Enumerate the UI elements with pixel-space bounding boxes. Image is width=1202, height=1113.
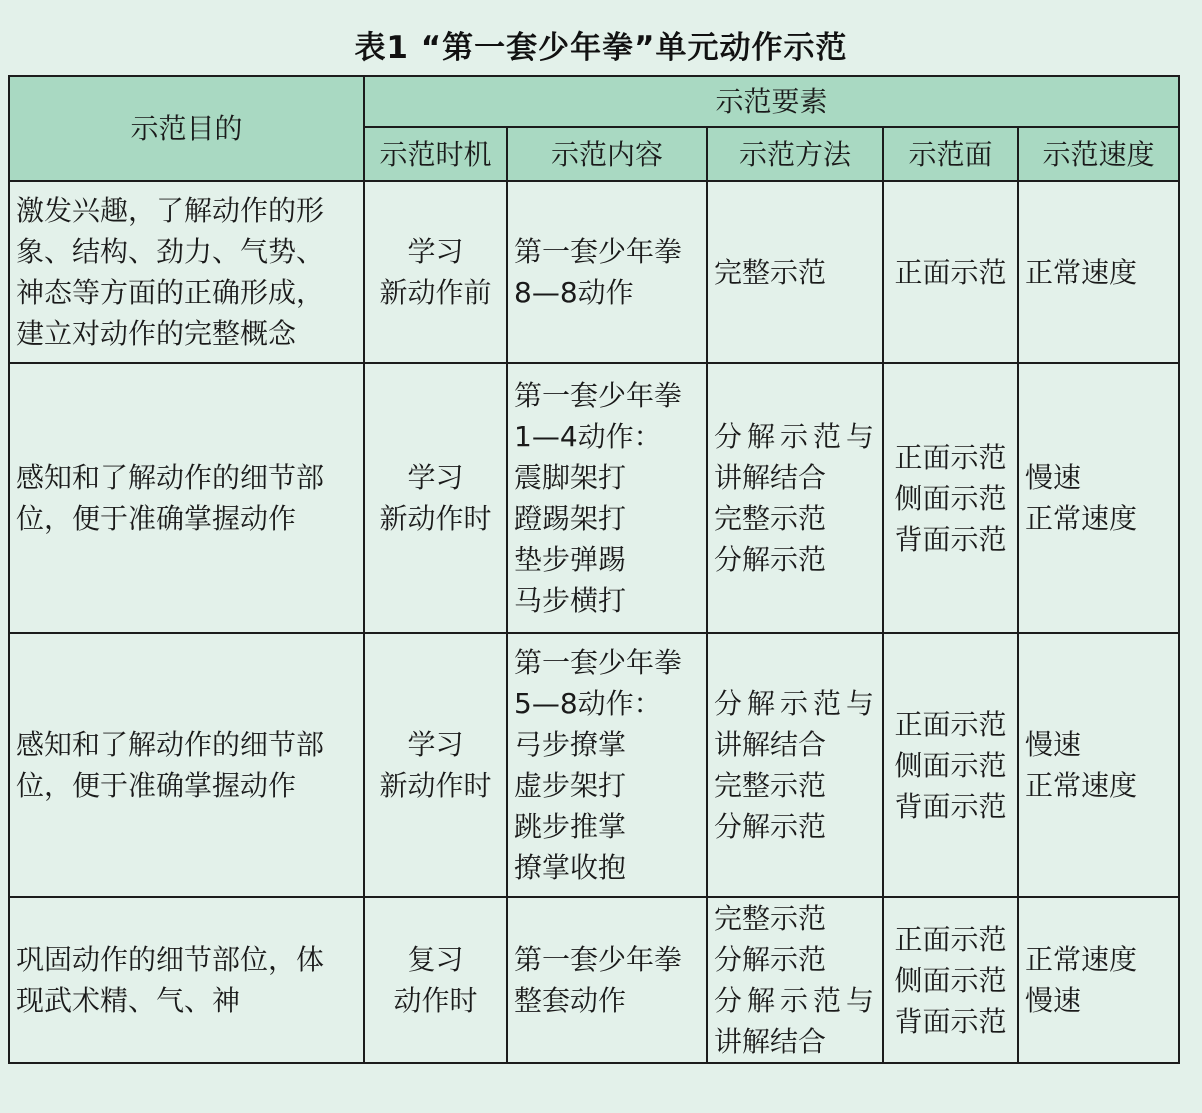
timing-line: 复习 [407, 943, 464, 976]
timing-line: 学习 [407, 728, 464, 761]
method-line: 分解示范 [714, 810, 827, 843]
method-line: 完整示范 [714, 502, 827, 535]
face-line: 正面示范 [894, 440, 1007, 474]
content-line: 蹬踢架打 [514, 502, 627, 535]
method-line: 讲解结合 [714, 461, 827, 494]
face-line: 正面示范 [894, 922, 1007, 956]
speed-line: 正常速度 [1025, 502, 1138, 535]
content-line: 第一套少年拳 [514, 379, 683, 412]
method-line: 完整示范 [714, 769, 827, 802]
table-row [9, 181, 1179, 363]
header-face: 示范面 [883, 127, 1018, 181]
face-line: 侧面示范 [894, 748, 1007, 782]
timing-cell [364, 363, 507, 633]
purpose-cell [9, 633, 364, 897]
table-row [9, 633, 1179, 897]
speed-line: 慢速 [1025, 461, 1082, 494]
content-cell [507, 363, 707, 633]
method-line: 分解示范与 [714, 687, 880, 720]
table-row [9, 897, 1179, 1063]
speed-line: 慢速 [1025, 728, 1082, 761]
purpose-line: 建立对动作的完整概念 [16, 317, 297, 350]
content-line: 8—8动作 [514, 276, 634, 309]
method-line: 讲解结合 [714, 728, 827, 761]
timing-line: 新动作时 [379, 502, 492, 535]
content-line: 5—8动作： [514, 687, 662, 720]
purpose-line: 激发兴趣，了解动作的形 [16, 194, 325, 227]
method-line: 讲解结合 [714, 1025, 827, 1058]
purpose-line: 象、结构、劲力、气势、 [16, 235, 325, 268]
face-line: 正面示范 [894, 255, 1007, 289]
content-cell [507, 633, 707, 897]
purpose-line: 现武术精、气、神 [16, 984, 241, 1017]
speed-line: 正常速度 [1025, 943, 1138, 976]
method-line: 分解示范 [714, 543, 827, 576]
timing-cell [364, 633, 507, 897]
face-cell [883, 633, 1018, 897]
speed-cell [1018, 897, 1179, 1063]
face-line: 背面示范 [894, 522, 1007, 556]
content-line: 第一套少年拳 [514, 235, 683, 268]
method-cell [707, 363, 883, 633]
header-elements: 示范要素 [364, 76, 1179, 127]
timing-line: 动作时 [393, 984, 478, 1017]
header-speed: 示范速度 [1018, 127, 1179, 181]
speed-line: 正常速度 [1025, 769, 1138, 802]
timing-line: 新动作前 [379, 276, 492, 309]
content-line: 虚步架打 [514, 769, 627, 802]
header-timing: 示范时机 [364, 127, 507, 181]
timing-line: 学习 [407, 235, 464, 268]
content-line: 第一套少年拳 [514, 646, 683, 679]
purpose-cell [9, 181, 364, 363]
face-cell [883, 363, 1018, 633]
speed-cell [1018, 181, 1179, 363]
content-line: 1—4动作： [514, 420, 662, 453]
purpose-line: 神态等方面的正确形成， [16, 276, 325, 309]
timing-cell [364, 181, 507, 363]
purpose-cell [9, 897, 364, 1063]
content-line: 震脚架打 [514, 461, 627, 494]
speed-cell [1018, 363, 1179, 633]
header-method: 示范方法 [707, 127, 883, 181]
content-line: 弓步撩掌 [514, 728, 627, 761]
speed-line: 正常速度 [1025, 255, 1138, 289]
speed-line: 慢速 [1025, 984, 1082, 1017]
demonstration-table [8, 75, 1180, 1064]
content-line: 整套动作 [514, 984, 627, 1017]
purpose-line: 感知和了解动作的细节部 [16, 461, 325, 494]
content-line: 马步横打 [514, 584, 627, 617]
method-line: 分解示范 [714, 943, 827, 976]
content-line: 垫步弹踢 [514, 543, 627, 576]
table-row [9, 363, 1179, 633]
speed-cell [1018, 633, 1179, 897]
purpose-line: 感知和了解动作的细节部 [16, 728, 325, 761]
timing-line: 学习 [407, 461, 464, 494]
timing-cell [364, 897, 507, 1063]
method-line: 分解示范与 [714, 420, 880, 453]
face-line: 正面示范 [894, 707, 1007, 741]
timing-line: 新动作时 [379, 769, 492, 802]
content-line: 撩掌收抱 [514, 851, 627, 884]
face-cell [883, 897, 1018, 1063]
purpose-line: 位，便于准确掌握动作 [16, 769, 297, 802]
table-title: 表1 “第一套少年拳”单元动作示范 [354, 30, 848, 66]
content-cell [507, 181, 707, 363]
content-cell [507, 897, 707, 1063]
face-line: 侧面示范 [894, 481, 1007, 515]
purpose-line: 位，便于准确掌握动作 [16, 502, 297, 535]
method-cell [707, 897, 883, 1063]
method-cell [707, 633, 883, 897]
method-line: 分解示范与 [714, 984, 880, 1017]
content-line: 第一套少年拳 [514, 943, 683, 976]
method-line: 完整示范 [714, 255, 827, 289]
face-line: 侧面示范 [894, 963, 1007, 997]
purpose-cell [9, 363, 364, 633]
header-content: 示范内容 [507, 127, 707, 181]
method-line: 完整示范 [714, 902, 827, 935]
content-line: 跳步推掌 [514, 810, 627, 843]
method-cell [707, 181, 883, 363]
face-line: 背面示范 [894, 1004, 1007, 1038]
header-purpose: 示范目的 [9, 76, 364, 181]
face-line: 背面示范 [894, 789, 1007, 823]
purpose-line: 巩固动作的细节部位，体 [16, 943, 325, 976]
face-cell [883, 181, 1018, 363]
